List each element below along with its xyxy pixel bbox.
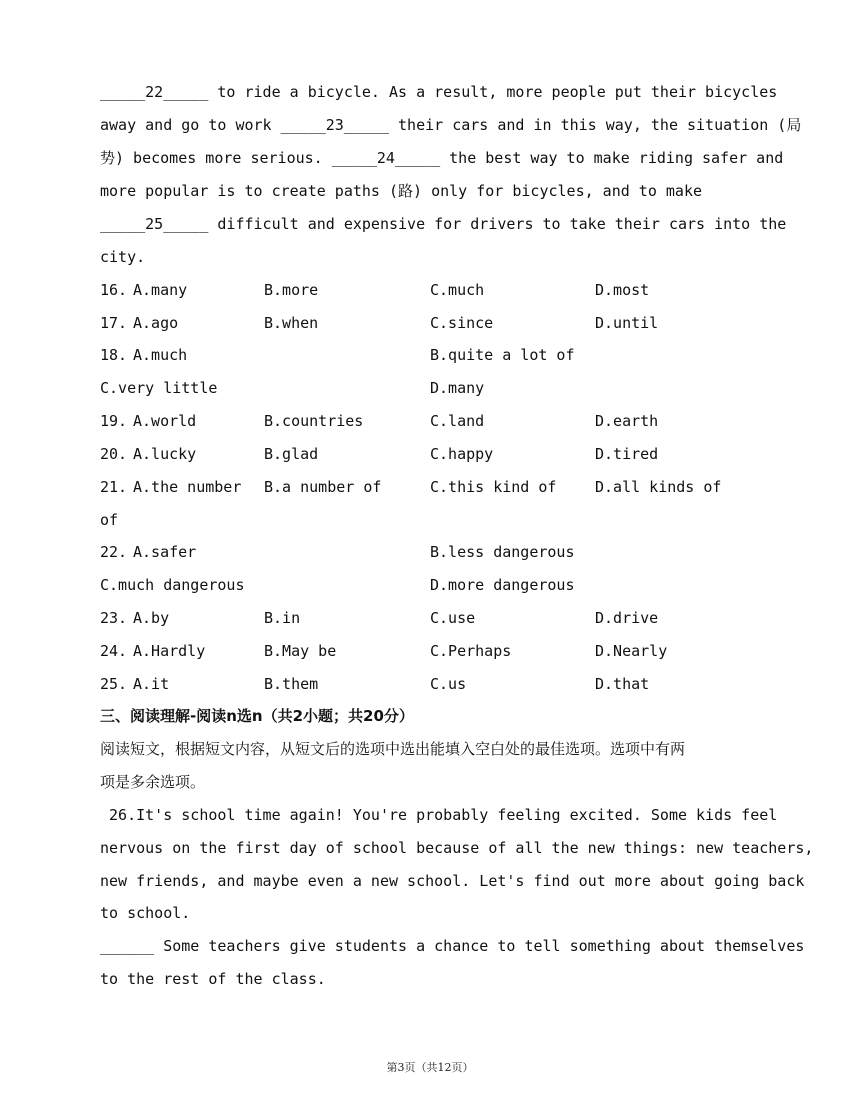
option-d: D.many [430, 379, 485, 397]
option-a: A.many [133, 281, 188, 299]
option-b: B.them [264, 675, 319, 693]
option-a: A.ago [133, 314, 179, 332]
option-a: A.it [133, 675, 170, 693]
option-d: D.more dangerous [430, 576, 575, 594]
question-number: 25. [100, 675, 128, 693]
q26-passage-line: 26.It's school time again! You're probably feeling excited. Some kids feel [100, 806, 778, 824]
option-c: C.land [430, 412, 485, 430]
option-d: D.until [595, 314, 659, 332]
option-d: D.tired [595, 445, 659, 463]
option-d: D.all kinds of [595, 478, 722, 496]
question-number: 21. [100, 478, 128, 496]
option-a: A.safer [133, 543, 197, 561]
option-a: A.Hardly [133, 642, 206, 660]
question-number: 19. [100, 412, 128, 430]
option-a: A.much [133, 346, 188, 364]
q26-passage-line: new friends, and maybe even a new school. Let's find out more about going back [100, 872, 805, 890]
option-d: D.drive [595, 609, 659, 627]
question-number: 17. [100, 314, 128, 332]
option-b: B.more [264, 281, 319, 299]
option-d: D.Nearly [595, 642, 668, 660]
option-b: B.glad [264, 445, 319, 463]
option-b: B.a number of [264, 478, 382, 496]
section-instructions: 项是多余选项。 [100, 773, 206, 791]
question-number: 18. [100, 346, 128, 364]
question-number: 24. [100, 642, 128, 660]
passage-line: city. [100, 248, 146, 266]
option-d: D.that [595, 675, 650, 693]
option-c: C.Perhaps [430, 642, 512, 660]
option-a: A.the number [133, 478, 242, 496]
q26-passage-line: to school. [100, 904, 191, 922]
option-a: A.lucky [133, 445, 197, 463]
option-a: A.world [133, 412, 197, 430]
question-number: 23. [100, 609, 128, 627]
option-b: B.May be [264, 642, 337, 660]
option-b: B.countries [264, 412, 364, 430]
option-b: B.in [264, 609, 301, 627]
option-b: B.quite a lot of [430, 346, 575, 364]
option-c: C.much [430, 281, 485, 299]
question-number: 16. [100, 281, 128, 299]
q26-passage-line: ______ Some teachers give students a chance to tell something about themselves [100, 937, 805, 955]
option-a-continued: of [100, 511, 119, 529]
option-b: B.when [264, 314, 319, 332]
option-c: C.happy [430, 445, 494, 463]
passage-line: 势) becomes more serious. _____24_____ the best way to make riding safer and [100, 149, 784, 167]
question-number: 22. [100, 543, 128, 561]
passage-line: more popular is to create paths (路) only for bicycles, and to make [100, 182, 702, 200]
option-d: D.most [595, 281, 650, 299]
passage-line: _____25_____ difficult and expensive for drivers to take their cars into the [100, 215, 787, 233]
option-a: A.by [133, 609, 170, 627]
question-number: 20. [100, 445, 128, 463]
section-heading: 三、阅读理解-阅读n选n（共2小题；共20分） [100, 707, 414, 725]
option-c: C.very little [100, 379, 218, 397]
section-instructions: 阅读短文，根据短文内容，从短文后的选项中选出能填入空白处的最佳选项。选项中有两 [100, 740, 686, 758]
passage-line: _____22_____ to ride a bicycle. As a result, more people put their bicycles [100, 83, 778, 101]
option-d: D.earth [595, 412, 659, 430]
q26-passage-line: nervous on the first day of school because of all the new things: new teachers, [100, 839, 814, 857]
q26-passage-line: to the rest of the class. [100, 970, 326, 988]
page-footer: 第3页（共12页） [386, 1061, 474, 1074]
option-c: C.us [430, 675, 467, 693]
option-c: C.use [430, 609, 476, 627]
option-c: C.much dangerous [100, 576, 245, 594]
option-c: C.since [430, 314, 494, 332]
option-b: B.less dangerous [430, 543, 575, 561]
passage-line: away and go to work _____23_____ their cars and in this way, the situation (局 [100, 116, 802, 134]
option-c: C.this kind of [430, 478, 557, 496]
